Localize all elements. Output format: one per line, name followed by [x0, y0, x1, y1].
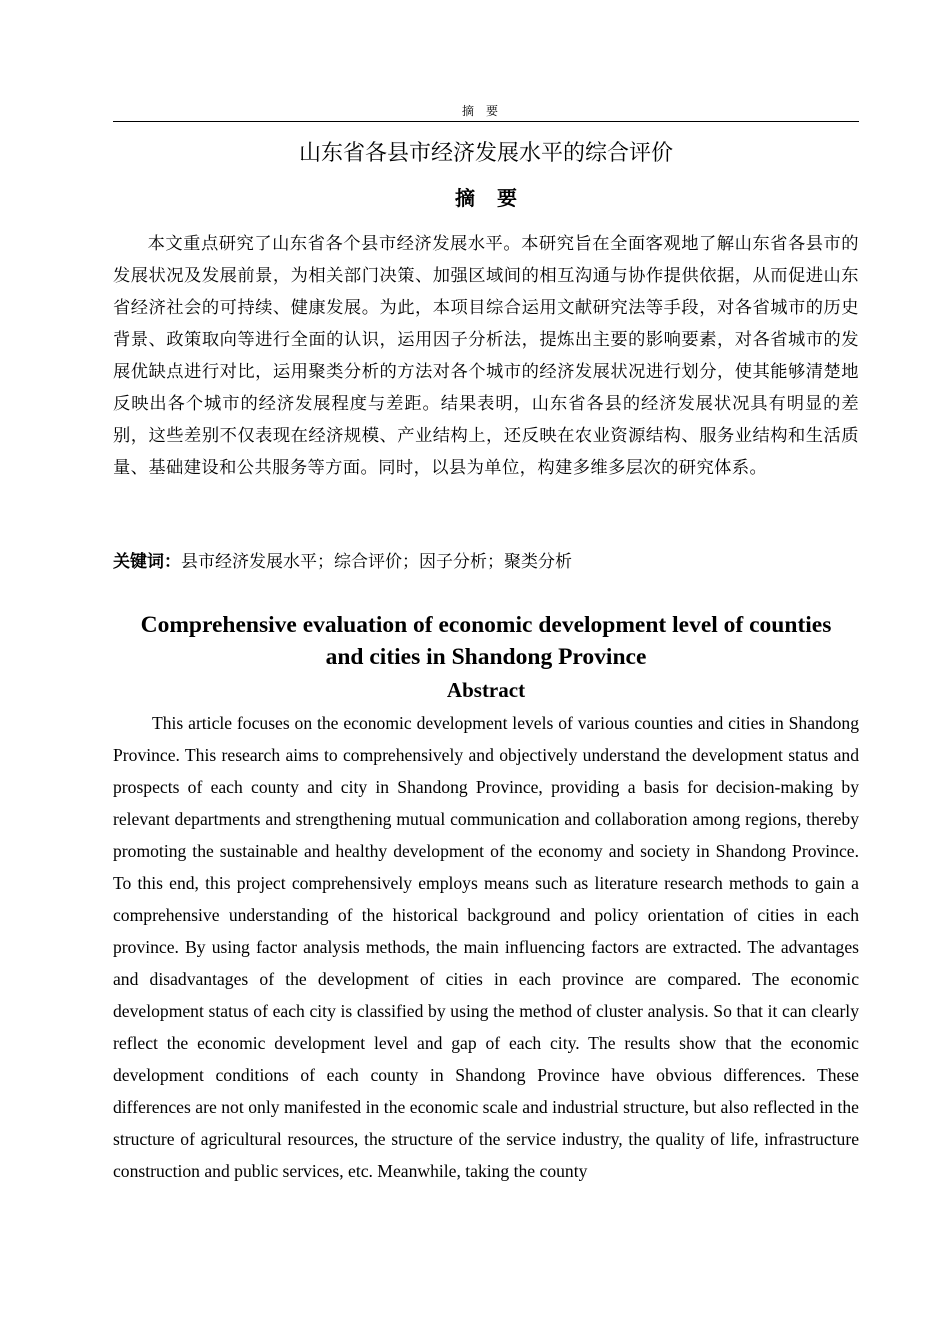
chinese-abstract-heading: 摘要: [455, 186, 539, 210]
chinese-abstract-body: 本文重点研究了山东省各个县市经济发展水平。本研究旨在全面客观地了解山东省各县市的发展状况及发展前景，为相关部门决策、加强区域间的相互沟通与协作提供依据，从而促进山东省经济社会的可持续、健康发展。为此，本项目综合运用文献研究法等手段，对各省城市的历史背景、政策取向等进行全面的认识，运用因子分析法，提炼出主要的影响要素，对各省城市的发展优缺点进行对比，运用聚类分析的方法对各个城市的经济发展状况进行划分，使其能够清楚地反映出各个城市的经济发展程度与差距。结果表明，山东省各县的经济发展状况具有明显的差别，这些差别不仅表现在经济规模、产业结构上，还反映在农业资源结构、服务业结构和生活质量、基础建设和公共服务等方面。同时，以县为单位，构建多维多层次的研究体系。: [113, 234, 859, 478]
header-rule: [113, 121, 859, 122]
keywords-line: [113, 546, 859, 578]
keywords-text: 县市经济发展水平；综合评价；因子分析；聚类分析: [181, 552, 572, 572]
english-title-line-2: and cities in Shandong Province: [325, 644, 647, 670]
keywords-label: 关键词：: [113, 552, 181, 572]
english-abstract-heading: Abstract: [446, 678, 526, 702]
english-title-line-1: Comprehensive evaluation of economic development level of counties: [140, 612, 832, 638]
chinese-title: 山东省各县市经济发展水平的综合评价: [298, 141, 673, 166]
running-header: 摘要: [461, 104, 510, 118]
english-abstract-body: This article focuses on the economic development levels of various counties and cities in Shandong Province. This research aims to comprehensively and objectively understand the development status and prospects of each county and city in Shandong Province, providing a basis for decision-making by relevant departments and strengthening mutual communication and collaboration among regions, thereby promoting the sustainable and healthy development of the economy and society in Shandong Province. To this end, this project comprehensively employs means such as literature research methods to gain a comprehensive understanding of the historical background and policy orientation of cities in each province. By using factor analysis methods, the main influencing factors are extracted. The advantages and disadvantages of the development of cities in each province are compared. The economic development status of each city is classified by using the method of cluster analysis. So that it can clearly reflect the economic development level and gap of each city. The results show that the economic development conditions of each county in Shandong Province have obvious differences. These differences are not only manifested in the economic scale and industrial structure, but also reflected in the structure of agricultural resources, the structure of the service industry, the quality of life, infrastructure construction and public services, etc. Meanwhile, taking the county: [113, 713, 859, 1181]
english-title: [113, 609, 859, 673]
